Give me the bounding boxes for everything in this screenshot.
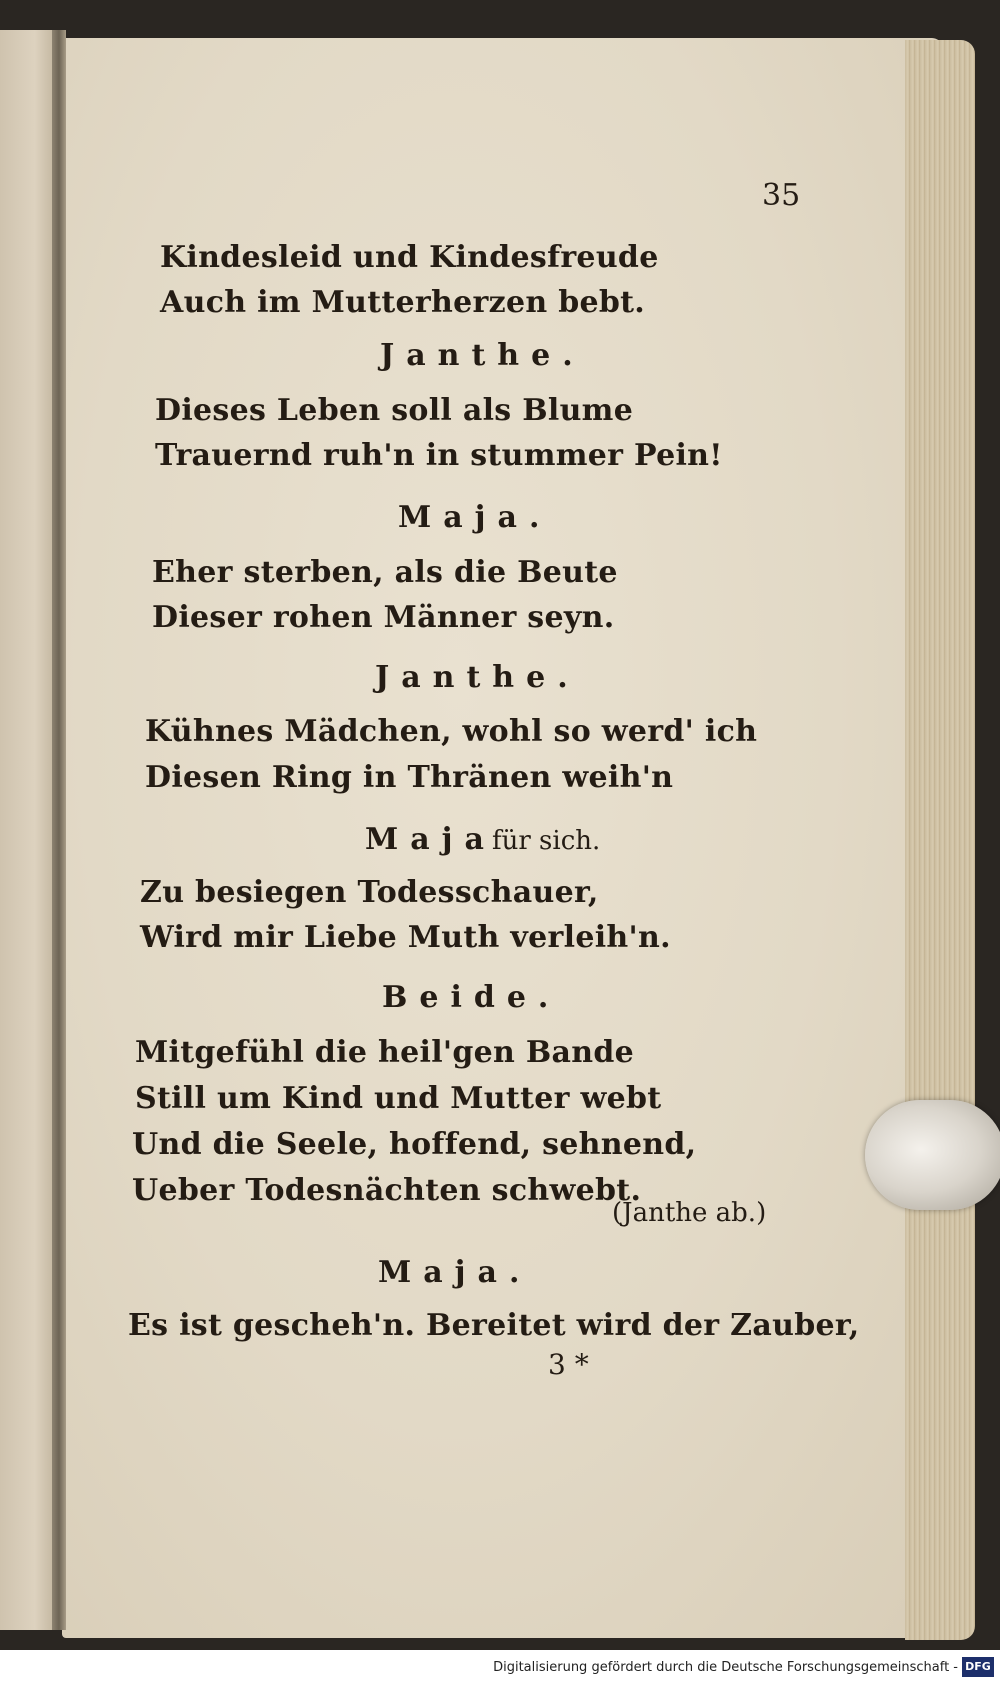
footer-bar [0,1652,1000,1684]
verse-line: Diesen Ring in Thränen weih'n [145,760,674,795]
verse-line: Mitgefühl die heil'gen Bande [135,1035,635,1070]
verse-line: Kühnes Mädchen, wohl so werd' ich [145,714,758,749]
speaker-name: Maja [365,822,496,857]
footer-credit: Digitalisierung gefördert durch die Deutsche Forschungsgemeinschaft - [493,1660,958,1675]
signature-mark: 3 * [548,1348,589,1381]
speaker-name: Beide. [382,980,561,1015]
verse-line: Eher sterben, als die Beute [152,555,618,590]
verse-line: Auch im Mutterherzen bebt. [160,285,646,320]
page-number: 35 [762,178,801,213]
verse-line: Wird mir Liebe Muth verleih'n. [140,920,671,955]
verse-line: Trauernd ruh'n in stummer Pein! [155,438,723,473]
verse-line: Dieser rohen Männer seyn. [152,600,615,635]
verse-line: Zu besiegen Todesschauer, [140,875,599,910]
left-page-edge [0,30,58,1630]
speaker-name: Janthe. [375,660,580,695]
page-edges [905,40,975,1640]
verse-line: Und die Seele, hoffend, sehnend, [132,1127,697,1162]
stage-direction: (Janthe ab.) [612,1198,767,1228]
speaker-name: Janthe. [380,338,585,373]
verse-line: Es ist gescheh'n. Bereitet wird der Zauber, [128,1308,860,1343]
book-gutter [52,30,66,1630]
dfg-logo-icon: DFG [962,1657,994,1677]
speaker-name: Maja. [378,1255,532,1290]
verse-line: Still um Kind und Mutter webt [135,1081,662,1116]
speaker-name: Maja. [398,500,552,535]
verse-line: Dieses Leben soll als Blume [155,393,634,428]
clip-holder [865,1100,1000,1210]
verse-line: Kindesleid und Kindesfreude [160,240,659,275]
verse-line: Ueber Todesnächten schwebt. [132,1173,642,1208]
stage-direction: für sich. [492,826,601,856]
